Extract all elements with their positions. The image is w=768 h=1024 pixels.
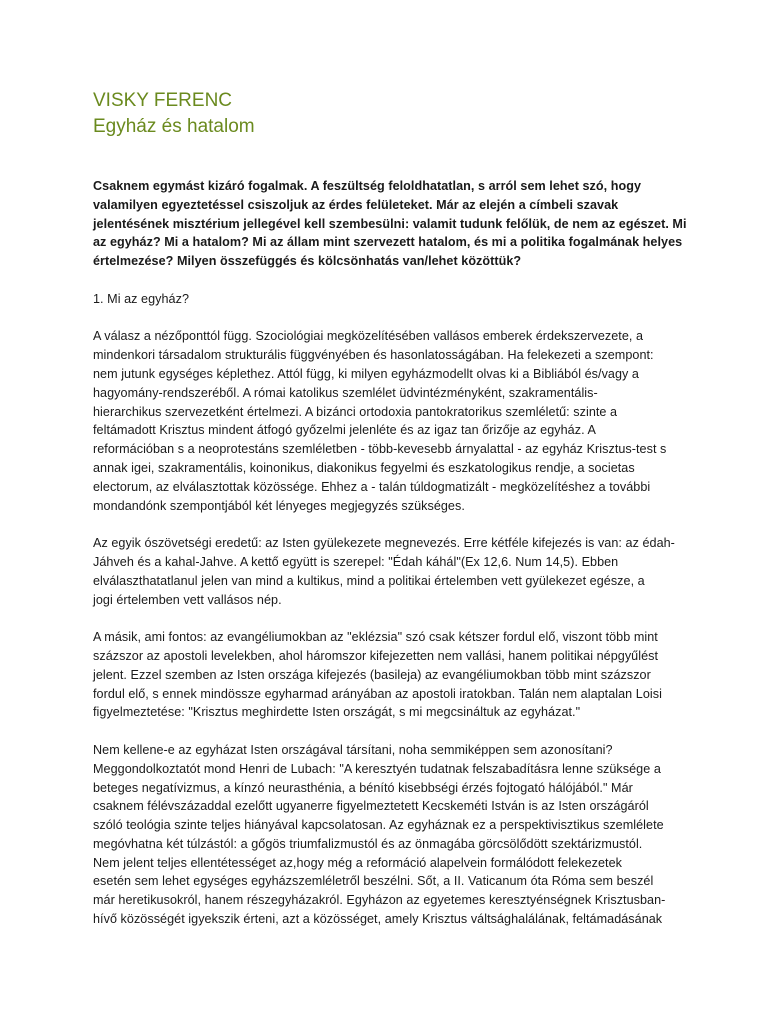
body-paragraph — [93, 628, 678, 722]
text-line: jelent. Ezzel szemben az Isten országa kifejezés (basileja) az evangéliumokban több mint százszor — [93, 667, 651, 682]
lead-paragraph — [93, 177, 687, 271]
text-line: nem jutunk egységes képlethez. Attól függ, ki milyen egyházmodellt olvas ki a Bibliából és/vagy a — [93, 366, 639, 381]
text-line: az egyház? Mi a hatalom? Mi az állam mint szervezett hatalom, és mi a politika fogalmának helyes — [93, 235, 683, 250]
text-line: mindenkori társadalom strukturális függvényében és hasonlatosságában. Ha felekezeti a szempont: — [93, 348, 654, 363]
text-line: Az egyik ószövetségi eredetű: az Isten gyülekezete megnevezés. Erre kétféle kifejezés is van: az édah- — [93, 536, 675, 551]
text-line: értelmezése? Milyen összefüggés és kölcsönhatás van/lehet közöttük? — [93, 254, 522, 269]
author-name: VISKY FERENC — [93, 90, 233, 111]
text-line: jogi értelemben vett vallásos nép. — [93, 592, 282, 607]
text-line: A másik, ami fontos: az evangéliumokban az "eklézsia" szó csak kétszer fordul elő, viszont több mint — [93, 630, 658, 645]
text-line: annak igei, szakramentális, koinonikus, diakonikus fegyelmi és eszkatologikus rendje, a societas — [93, 460, 635, 475]
body-paragraph — [93, 741, 678, 929]
text-line: Jáhveh és a kahal-Jahve. A kettő együtt is szerepel: "Édah káhál"(Ex 12,6. Num 14,5). Ebben — [93, 554, 619, 569]
text-line: megóvhatna két túlzástól: a gőgös triumfalizmustól és az önmagába görcsölődött szektárizmustól. — [93, 836, 643, 851]
text-line: Nem jelent teljes ellentétességet az,hogy még a reformáció alapelvein formálódott felekezetek — [93, 855, 622, 870]
text-line: elválaszthatatlanul jelen van mind a kultikus, mind a politikai értelemben vett gyülekezet egésze, a — [93, 573, 645, 588]
body-paragraph — [93, 327, 678, 515]
text-line: csaknem félévszázaddal ezelőtt ugyanerre figyelmeztetett Kecskeméti István is az Isten országáról — [93, 799, 649, 814]
text-line: 1. Mi az egyház? — [93, 291, 190, 306]
text-line: esetén sem lehet egységes egyházszemléletről beszélni. Sőt, a II. Vaticanum óta Róma sem beszél — [93, 874, 654, 889]
text-line: szóló teológia szinte teljes hiányával kapcsolatosan. Az egyháznak ez a perspektivisztikus szemlélete — [93, 818, 664, 833]
text-line: A válasz a nézőponttól függ. Szociológiai megközelítésében vallásos emberek érdekszervezete, a — [93, 329, 644, 344]
text-line: feltámadott Krisztus mindent átfogó győzelmi jelenléte és az igaz tan őrizője az egyház. A — [93, 423, 596, 438]
text-line: electorum, az elválasztottak közössége. Ehhez a - talán túldogmatizált - megközelítéshez a további — [93, 479, 651, 494]
text-line: jelentésének misztérium jellegével kell szembesülni: valamit tudunk felőlük, de nem az egészet. Mi — [93, 216, 687, 231]
text-line: Csaknem egymást kizáró fogalmak. A feszültség feloldhatatlan, s arról sem lehet szó, hogy — [93, 179, 642, 193]
text-line: valamilyen egyeztetéssel csiszoljuk az érdes felületeket. Már az elején a címbeli szavak — [93, 197, 619, 212]
text-line: mondandónk szempontjából két lényeges megjegyzés szükséges. — [93, 498, 465, 513]
text-line: már heretikusokról, hanem részegyházakról. Egyházon az egyetemes keresztyénségnek Krisztusban- — [93, 893, 666, 908]
text-line: hagyomány-rendszeréből. A római katolikus szemlélet üdvintézményként, szakramentális- — [93, 385, 598, 400]
body-paragraph — [93, 534, 678, 609]
text-line: Meggondolkoztatót mond Henri de Lubach: "A keresztyén tudatnak felszabadításra lenne szüksége a — [93, 761, 661, 776]
text-line: százszor az apostoli levelekben, ahol háromszor kifejezetten nem vallási, hanem politikai népgyűlést — [93, 648, 659, 663]
document-page — [93, 88, 687, 948]
text-line: figyelmeztetése: "Krisztus meghirdette Isten országát, s mi megcsináltuk az egyházat." — [93, 705, 581, 720]
text-line: hierarchikus szervezetként értelmezi. A bizánci ortodoxia pantokratorikus szemléletű: szinte a — [93, 404, 618, 419]
text-line: fordul elő, s ennek mindössze egyharmad arányában az apostoli iratokban. Talán nem alaptalan Loisi — [93, 686, 662, 701]
text-line: hívő közösségét igyekszik érteni, azt a közösséget, amely Krisztus váltsághalálának, feltámadásának — [93, 912, 663, 927]
document-title: Egyház és hatalom — [93, 116, 255, 137]
text-line: beteges negatívizmus, a kínzó neurasthénia, a bénító kisebbségi érzés fojtogató hálójából." Már — [93, 780, 633, 795]
text-line: Nem kellene-e az egyházat Isten országával társítani, noha semmiképpen sem azonosítani? — [93, 742, 613, 757]
text-line: reformációban s a neoprotestáns szemléletben - több-kevesebb árnyalattal - az egyház Krisztus-test s — [93, 442, 667, 457]
section-heading — [93, 290, 678, 309]
